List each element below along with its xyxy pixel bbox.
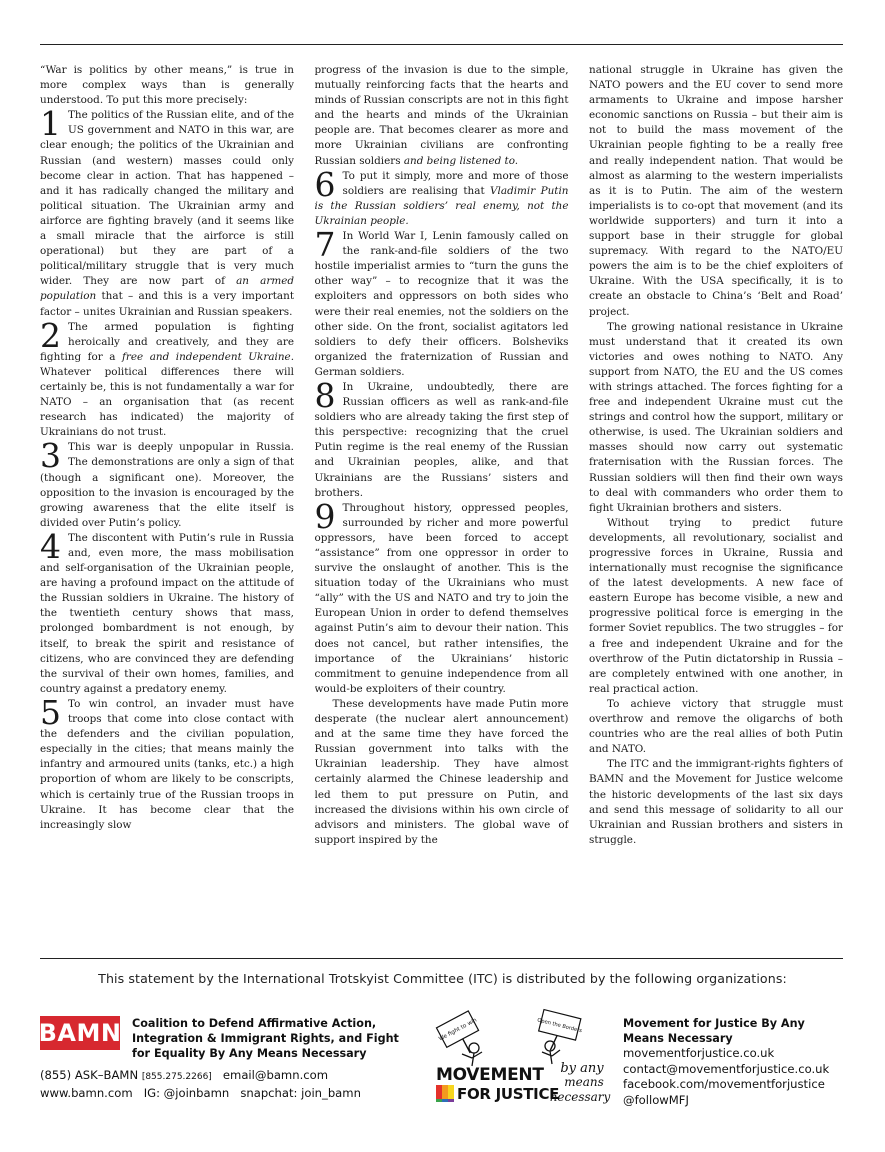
mfj-facebook-link[interactable]: facebook.com/movementforjustice: [623, 1077, 825, 1092]
mfj-logo-word-2: FOR JUSTICE: [457, 1085, 560, 1103]
mfj-logo-word-1: MOVEMENT: [436, 1065, 544, 1085]
point-number: 1: [40, 104, 61, 144]
mfj-logo-side-3: necessary: [549, 1090, 611, 1104]
mfj-website-link[interactable]: movementforjustice.co.uk: [623, 1046, 775, 1060]
point-number: 8: [314, 375, 336, 415]
point-7: 7 In World War I, Lenin famously called on the rank-and-file soldiers of the two hostile imperialist armies to “turn the guns the other way” – to recognize that it was the exploiters and oppressors on both sides who were their real enemies, not the soldiers on the other side. On the front, socialist agitators led soldiers to defy their officers. Bolsheviks organized the fraternization of Russian and German soldiers.: [314, 225, 569, 378]
closing-paragraph: The ITC and the immigrant-rights fighters of BAMN and the Movement for Justice welcome the historic developments of the last six days and send this message of solidarity to all our Ukrainian and Russian brothers and sisters in struggle.: [589, 758, 843, 846]
column-3: [589, 63, 843, 933]
bamn-logo: BAMN: [40, 1016, 120, 1050]
sign-text: Open the Borders: [536, 1017, 583, 1035]
article-columns: [40, 63, 843, 933]
mfj-logo: [432, 1008, 612, 1106]
point-number: 3: [40, 436, 61, 476]
top-rule: [40, 44, 843, 45]
bamn-instagram[interactable]: IG: @joinbamn: [143, 1086, 230, 1100]
point-number: 6: [314, 164, 336, 204]
mfj-contact: [623, 1046, 863, 1108]
point-8: 8 In Ukraine, undoubtedly, there are Russian officers as well as rank-and-file soldiers who are already taking the first step of this perspective: recognizing that the cruel Putin regime is the real enemy of the Russian and Ukrainian peoples, alike, and that Ukrainians are the Russians’ sisters and brothers.: [314, 375, 569, 499]
point-number: 7: [314, 225, 336, 265]
paragraph: The growing national resistance in Ukraine must understand that it created its own victories and owes nothing to NATO. Any support from NATO, the EU and the US comes with strings attached. The forces fighting for a free and independent Ukraine must cut the strings and control how the support, military or otherwise, is used. The Ukrainian soldiers and masses should now carry out systematic fraternisation with the Russian forces. The Russian soldiers will then find their own ways to deal with commanders who order them to fight Ukrainian brothers and sisters.: [589, 320, 843, 514]
point-5: 5 To win control, an invader must have troops that come into close contact with the defenders and the civilian population, especially in the cities; that means mainly the infantry and armoured units (tanks, etc.) a high proportion of whom are likely to be conscripts, which is certainly true of the Russian troops in Ukraine. It has become clear that the increasingly slow: [40, 692, 294, 831]
bamn-contact: [40, 1067, 400, 1101]
bamn-email-link[interactable]: email@bamn.com: [222, 1068, 329, 1082]
protest-sign-left-icon: [434, 1009, 489, 1063]
point-number: 2: [40, 315, 61, 355]
point-1: 1 The politics of the Russian elite, and of the US government and NATO in this war, are clear enough; the politics of the Ukrainian and Russian (and western) masses could only become clear in action. That has happened – and it has radically changed the military and political situation. The Ukrainian army and airforce are fighting bravely (and it seems like a small miracle that the airforce is still operational) but they are part of a political/military struggle that is very much wider. They are now part of an armed population that – and this is a very important factor – unites Ukrainian and Russian speakers.: [40, 104, 294, 318]
mfj-full-name: Movement for Justice By Any Means Necessary: [623, 1017, 805, 1045]
continued-paragraph: progress of the invasion is due to the simple, mutually reinforcing facts that the hearts and minds of Russian conscripts are not in this fight and the hearts and minds of the Ukrainian people are. That becomes clearer as more and more Ukrainian civilians are confronting Russian soldiers and being listened to.: [314, 64, 569, 167]
bamn-phone: (855) ASK–BAMN: [40, 1068, 139, 1082]
continued-paragraph: national struggle in Ukraine has given the NATO powers and the EU cover to send more armaments to Ukraine and impose harsher economic sanctions on Russia – but their aim is not to build the mass movement of the Ukrainian people fighting to be a really free and really independent nation. That would be almost as alarming to the western imperialists as it is to Putin. The aim of the western imperialists is to co-opt that movement (and its worldwide supporters) and turn it into a support base in their struggle for global supremacy. With regard to the NATO/EU powers the aim is to be the chief exploiters of Ukraine. With the USA specifically, it is to create an obstacle to China’s ‘Belt and Road’ project.: [589, 64, 843, 318]
mfj-email-link[interactable]: contact@movementforjustice.co.uk: [623, 1061, 830, 1076]
point-9: 9 Throughout history, oppressed peoples, surrounded by richer and more powerful oppressors, have been forced to accept “assistance” from one oppressor in order to survive the onslaught of another. This is the situation today of the Ukrainians who must “ally” with the US and NATO and try to join the European Union in order to defend themselves against Putin’s aim to devour their nation. This does not cancel, but rather intensifies, the importance of the Ukrainians’ historic commitment to genuine independence from all would-be exploiters of their country.: [314, 496, 569, 695]
mfj-logo-side-2: means: [564, 1075, 604, 1089]
column-1: [40, 63, 294, 933]
paragraph: Without trying to predict future developments, all revolutionary, socialist and progressive forces in Ukraine, Russia and internationally must recognise the significance of the latest developments. A new face of eastern Europe has become visible, a new and progressive political force is emerging in the former Soviet republics. The two struggles – for a free and independent Ukraine and for the overthrow of the Putin dictatorship in Russia – are completely entwined with one another, in real practical action.: [589, 516, 843, 695]
footer-rule: [40, 958, 843, 959]
protest-sign-right-icon: [531, 1009, 585, 1057]
point-number: 9: [314, 496, 336, 536]
bamn-snapchat[interactable]: snapchat: join_bamn: [240, 1086, 361, 1100]
intro-paragraph: “War is politics by other means,” is true in more complex ways than is generally understood. To put this more precisely:: [40, 64, 294, 107]
paragraph: To achieve victory that struggle must overthrow and remove the oligarchs of both countries who are the real allies of both Putin and NATO.: [589, 697, 843, 756]
point-3: 3 This war is deeply unpopular in Russia. The demonstrations are only a sign of that (though a significant one). Moreover, the opposition to the invasion is encouraged by the growing awareness that the elite itself is divided over Putin’s policy.: [40, 436, 294, 529]
point-4: 4 The discontent with Putin’s rule in Russia and, even more, the mass mobilisation and self-organisation of the Ukrainian people, are having a profound impact on the attitude of the Russian soldiers in Ukraine. The history of the twentieth century shows that mass, prolonged bombardment is not enough, by itself, to break the spirit and resistance of citizens, who are convinced they are defending the survival of their own homes, families, and country against a predatory enemy.: [40, 526, 294, 695]
sign-text: We fight to win: [438, 1017, 478, 1043]
bamn-phone-digits: [855.275.2266]: [141, 1072, 212, 1082]
point-number: 5: [40, 692, 61, 732]
point-number: 4: [40, 526, 61, 566]
distribution-statement: This statement by the International Trotskyist Committee (ITC) is distributed by the following organizations:: [98, 971, 787, 986]
bamn-full-name: Coalition to Defend Affirmative Action, Integration & Immigrant Rights, and Fight for Equality By Any Means Necessary: [132, 1017, 399, 1060]
mfj-twitter-link[interactable]: @followMFJ: [623, 1092, 689, 1107]
mfj-logo-side-1: by any: [560, 1061, 604, 1076]
marchers-icon: [462, 1041, 560, 1066]
column-2: [315, 63, 569, 933]
point-2: 2 The armed population is fighting heroically and creatively, and they are fighting for a free and independent Ukraine. Whatever political differences there will certainly be, this is not fundamentally a war for NATO – an organisation that (as recent research has indicated) the majority of Ukrainians do not trust.: [40, 315, 294, 439]
paragraph: These developments have made Putin more desperate (the nuclear alert announcement) and at the same time they have forced the Russian government into talks with the Ukrainian leadership. They have almost certainly alarmed the Chinese leadership and led them to put pressure on Putin, and increased the divisions within his own circle of advisors and ministers. The global wave of support inspired by the: [314, 697, 569, 846]
bamn-website-link[interactable]: www.bamn.com: [40, 1086, 133, 1100]
point-6: 6 To put it simply, more and more of those soldiers are realising that Vladimir Putin is the Russian soldiers’ real enemy, not the Ukrainian people.: [314, 164, 569, 227]
